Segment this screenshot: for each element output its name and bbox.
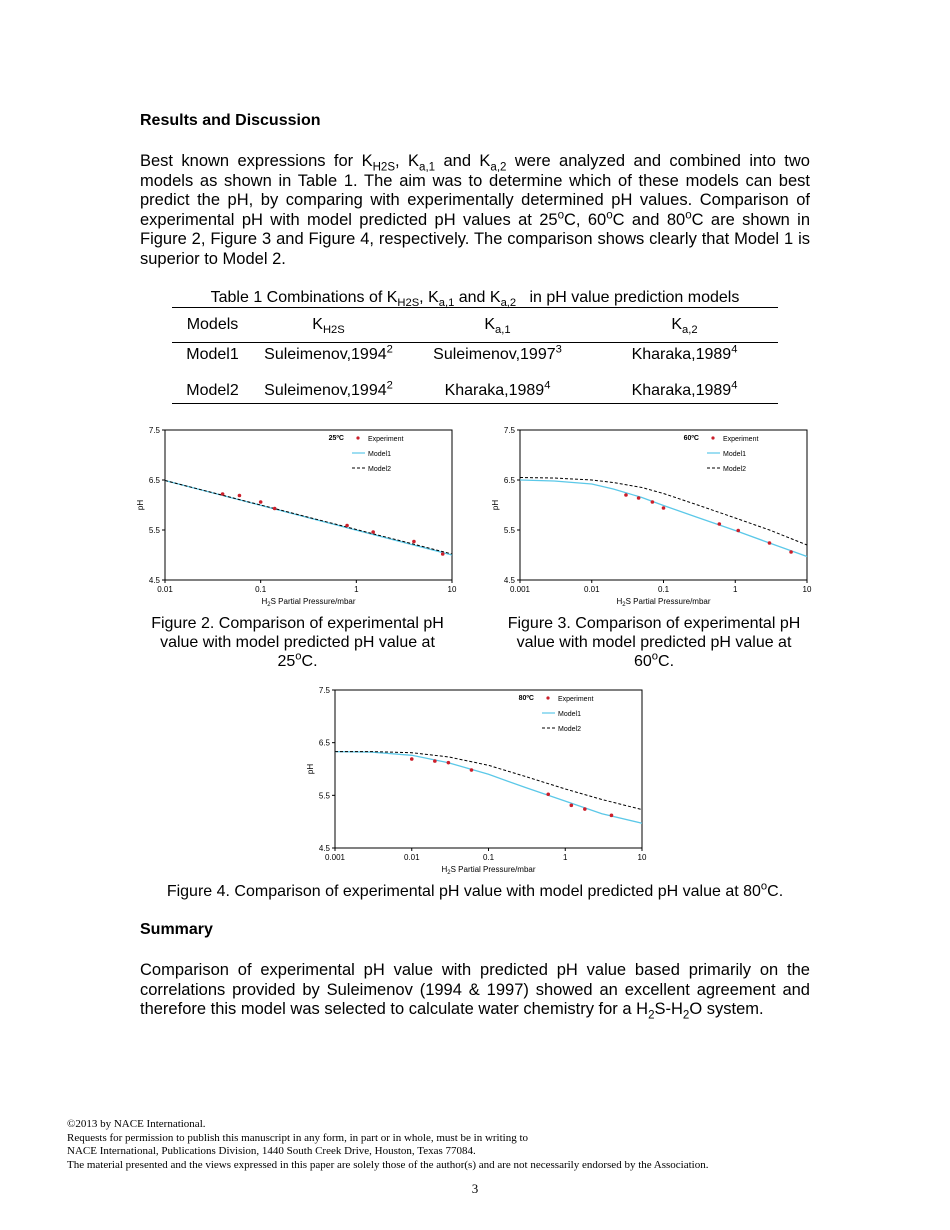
caption-sub: a,1: [438, 297, 455, 310]
cell-text: Kharaka,1989: [631, 382, 732, 399]
cell-ref: 4: [731, 379, 738, 392]
x-tick-label: 1: [733, 585, 738, 594]
results-heading: Results and Discussion: [140, 112, 321, 129]
figure2-chart: [130, 420, 460, 612]
cell-ref: 4: [731, 343, 738, 356]
chart-title: 25ºC: [328, 435, 344, 442]
x-tick-label: 0.1: [255, 585, 267, 594]
table1-caption: [172, 289, 778, 310]
y-tick-label: 7.5: [318, 686, 330, 695]
x-tick-label: 0.001: [509, 585, 531, 594]
table-header-row: [172, 308, 778, 343]
model1-series-line: [165, 481, 452, 556]
figure2-caption: [140, 614, 455, 671]
experiment-point: [345, 524, 349, 528]
summary-heading: Summary: [140, 921, 213, 938]
footer-disclaimer: The material presented and the views expressed in this paper are solely those of the author(s) and are not necessarily endorsed by the Association.: [67, 1158, 709, 1171]
experiment-point: [410, 757, 414, 761]
legend-model2-label: Model2: [723, 466, 746, 473]
experiment-point: [447, 761, 451, 765]
page-number: 3: [471, 1181, 479, 1196]
experiment-point: [624, 493, 628, 497]
figure4-chart: [300, 680, 650, 880]
y-tick-label: 6.5: [148, 476, 160, 485]
y-tick-label: 5.5: [503, 526, 515, 535]
para-sub-h2s: H2S: [372, 161, 396, 174]
y-tick-label: 7.5: [503, 426, 515, 435]
experiment-point: [273, 507, 277, 511]
x-tick-label: 1: [354, 585, 359, 594]
header-ka1: [404, 308, 591, 343]
para-text-d: were analyzed and combined into two models as shown in Table 1. The aim was to determine which of these models can best predict the pH, by comparing with experimentally determined pH values. Comparison of experimental pH with model predicted pH values at 25: [140, 152, 810, 229]
experiment-point: [768, 541, 772, 545]
header-sub: H2S: [322, 324, 345, 337]
x-tick-label: 0.01: [583, 585, 600, 594]
experiment-point: [662, 506, 666, 510]
para-text-g: C are shown in Figure 2, Figure 3 and Figure 4, respectively. The comparison shows clearly that Model 1 is superior to Model 2.: [140, 210, 811, 268]
header-k: K: [312, 316, 323, 333]
experiment-point: [789, 550, 793, 554]
caption-text: C.: [658, 653, 675, 670]
x-tick-label: 10: [637, 853, 647, 862]
experiment-point: [433, 759, 437, 763]
model2-series-line: [520, 478, 807, 546]
y-tick-label: 4.5: [503, 576, 515, 585]
legend-experiment-label: Experiment: [558, 696, 594, 703]
chart-title: 80ºC: [518, 695, 534, 702]
figure4-caption: [140, 882, 810, 901]
legend-experiment-marker: [356, 436, 359, 439]
experiment-point: [470, 768, 474, 772]
summary-text-a: Comparison of experimental pH value with predicted pH value based primarily on the correlations provided by Suleimenov (1994 & 1997) showed an excellent agreement and therefore this model was selected to calculate water chemistry for a H: [140, 961, 810, 1018]
spacer: [172, 367, 778, 379]
legend-model1-label: Model1: [368, 451, 391, 458]
y-axis-label: pH: [491, 499, 500, 511]
para-sub-a1: a,1: [419, 161, 436, 174]
experiment-point: [259, 500, 263, 504]
header-sub: a,2: [682, 324, 698, 337]
summary-sub: 2: [648, 1009, 655, 1022]
y-tick-label: 4.5: [148, 576, 160, 585]
x-tick-label: 10: [802, 585, 812, 594]
legend-experiment-label: Experiment: [368, 436, 404, 443]
para-sub-a2: a,2: [490, 161, 507, 174]
y-tick-label: 5.5: [318, 791, 330, 801]
results-paragraph: [140, 152, 810, 269]
caption-text: and K: [454, 289, 501, 306]
summary-paragraph: [140, 961, 810, 1020]
summary-text-c: O system.: [689, 1000, 764, 1018]
x-axis-label: $H_2S$ Partial Pressure/mbar: [616, 597, 711, 608]
degree-sign: o: [557, 209, 564, 221]
table-spacer-row: [172, 367, 778, 379]
y-tick-label: 6.5: [318, 738, 330, 748]
y-tick-label: 5.5: [148, 526, 160, 535]
header-kh2s: [253, 308, 404, 343]
legend-model2-label: Model2: [368, 466, 391, 473]
y-tick-label: 4.5: [318, 844, 330, 853]
y-tick-label: 7.5: [148, 426, 160, 435]
cell-text: Suleimenov,1994: [264, 382, 387, 399]
model1-series-line: [335, 752, 642, 824]
footer-permission: Requests for permission to publish this manuscript in any form, in part or in whole, must be in writing to: [67, 1131, 529, 1144]
experiment-point: [221, 492, 225, 496]
cell-ref: 2: [386, 379, 393, 392]
experiment-point: [583, 807, 587, 811]
cell-text: Suleimenov,1994: [264, 346, 387, 363]
header-sub: a,1: [495, 324, 511, 337]
plot-frame: [165, 430, 452, 580]
x-tick-label: 1: [563, 853, 568, 862]
experiment-point: [637, 496, 641, 500]
experiment-point: [570, 804, 574, 808]
y-axis-label: pH: [136, 499, 145, 511]
experiment-point: [441, 552, 445, 556]
caption-text: , K: [419, 289, 439, 306]
cell-model: Model1: [186, 346, 239, 363]
summary-text-b: S-H: [654, 1000, 683, 1018]
para-text-b: , K: [395, 152, 420, 170]
caption-text: C.: [301, 653, 318, 670]
experiment-point: [610, 814, 614, 818]
legend-model1-label: Model1: [558, 711, 581, 718]
degree-sign: o: [606, 209, 613, 221]
y-axis-label: pH: [306, 763, 315, 775]
cell-ref: 3: [555, 343, 562, 356]
x-axis-label: $H_2S$ Partial Pressure/mbar: [261, 597, 356, 608]
model1-series-line: [520, 480, 807, 557]
caption-text: in pH value prediction models: [516, 289, 740, 306]
caption-text: Table 1 Combinations of K: [210, 289, 398, 306]
cell-ka1: [404, 379, 591, 404]
figure3-caption: [495, 614, 813, 671]
cell-text: Kharaka,1989: [631, 346, 732, 363]
x-tick-label: 0.01: [403, 853, 420, 862]
cell-model: Model2: [172, 379, 253, 404]
legend-experiment-marker: [711, 436, 714, 439]
para-text-c: and K: [435, 152, 491, 170]
cell-kh2s: [253, 379, 404, 404]
model2-series-line: [335, 752, 642, 810]
experiment-point: [371, 530, 375, 534]
legend-model2-label: Model2: [558, 726, 581, 733]
x-tick-label: 0.001: [324, 853, 346, 862]
legend-experiment-label: Experiment: [723, 436, 759, 443]
legend-experiment-marker: [546, 696, 549, 699]
table-row: [172, 379, 778, 404]
legend-model1-label: Model1: [723, 451, 746, 458]
experiment-point: [238, 494, 242, 498]
experiment-point: [412, 540, 416, 544]
x-tick-label: 0.01: [157, 585, 173, 594]
degree-sign: o: [760, 880, 768, 893]
caption-text: Figure 2. Comparison of experimental pH value with model predicted pH value at 25: [151, 615, 444, 670]
copyright-footer: [67, 1118, 708, 1172]
x-axis-label: $H_2S$ Partial Pressure/mbar: [441, 865, 536, 876]
header-k: K: [484, 316, 496, 333]
table1: [172, 307, 778, 404]
caption-text: Figure 3. Comparison of experimental pH value with model predicted pH value at 60: [507, 615, 801, 670]
plot-frame: [335, 690, 642, 848]
x-tick-label: 10: [447, 585, 457, 594]
caption-text: C.: [767, 883, 784, 900]
x-tick-label: 0.1: [482, 853, 495, 862]
caption-text: Figure 4. Comparison of experimental pH value with model predicted pH value at 80: [166, 883, 761, 900]
table-row: [172, 343, 778, 368]
y-tick-label: 6.5: [503, 476, 515, 485]
cell-ka2: [591, 379, 778, 404]
cell-ka1: [404, 343, 591, 368]
header-k: K: [671, 316, 683, 333]
experiment-point: [718, 522, 722, 526]
cell-ref: 4: [544, 379, 551, 392]
para-text-e: C, 60: [563, 210, 607, 229]
cell-text: Suleimenov,1997: [433, 346, 556, 363]
footer-address: NACE International, Publications Division, 1440 South Creek Drive, Houston, Texas 77084.: [67, 1145, 476, 1157]
degree-sign: o: [685, 209, 692, 221]
footer-copyright: ©2013 by NACE International.: [67, 1118, 206, 1130]
experiment-point: [651, 500, 655, 504]
para-text-a: Best known expressions for K: [140, 152, 373, 170]
cell-text: Kharaka,1989: [444, 382, 545, 399]
cell-ref: 2: [386, 343, 393, 356]
degree-sign: o: [295, 650, 302, 663]
degree-sign: o: [651, 650, 659, 663]
experiment-point: [546, 792, 550, 796]
caption-sub: H2S: [397, 297, 420, 310]
chart-title: 60ºC: [683, 435, 699, 442]
x-tick-label: 0.1: [657, 585, 670, 594]
experiment-point: [736, 529, 740, 533]
para-text-f: C and 80: [612, 210, 686, 229]
figure3-chart: [485, 420, 815, 612]
caption-sub: a,2: [500, 297, 517, 310]
summary-sub: 2: [682, 1009, 690, 1022]
cell-kh2s: [253, 343, 404, 368]
header-ka2: [591, 308, 778, 343]
header-models: Models: [172, 308, 253, 343]
cell-ka2: [591, 343, 778, 368]
